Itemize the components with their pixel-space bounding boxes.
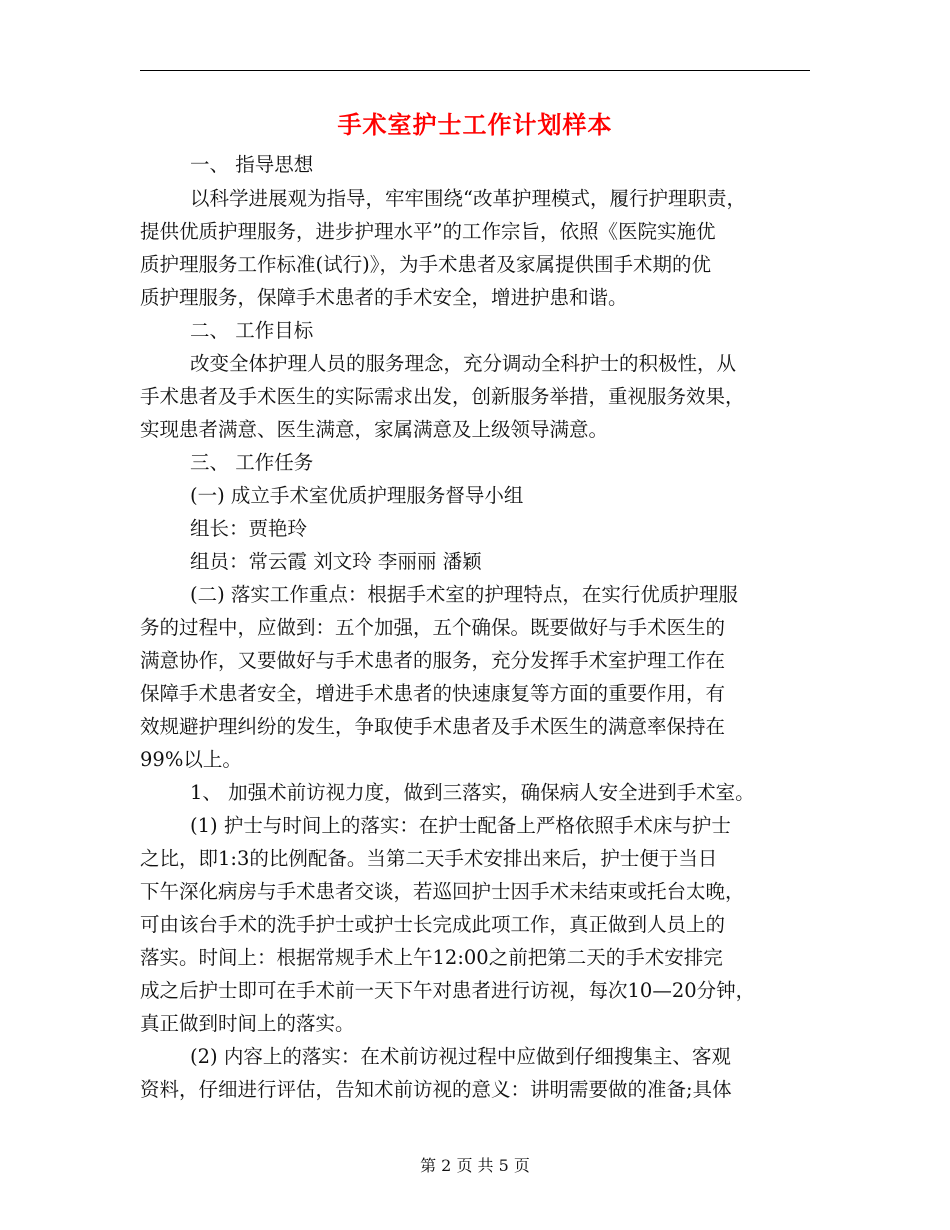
paragraph-line: (2) 内容上的落实：在术前访视过程中应做到仔细搜集主、客观 <box>190 1045 731 1068</box>
heading-guiding-ideology: 一、 指导思想 <box>190 153 314 176</box>
subheading-line: (一) 成立手术室优质护理服务督导小组 <box>190 484 524 507</box>
paragraph-line: 落实。时间上：根据常规手术上午12:00之前把第二天的手术安排完 <box>140 946 723 969</box>
paragraph-line: 提供优质护理服务，进步护理水平”的工作宗旨，依照《医院实施优 <box>140 220 716 243</box>
paragraph-line: 下午深化病房与手术患者交谈，若巡回护士因手术未结束或托台太晚， <box>140 880 745 903</box>
paragraph-line: 保障手术患者安全，增进手术患者的快速康复等方面的重要作用，有 <box>140 682 726 705</box>
paragraph-line: 之比，即1:3的比例配备。当第二天手术安排出来后，护士便于当日 <box>140 847 718 870</box>
numbered-item-line: 1、 加强术前访视力度，做到三落实，确保病人安全进到手术室。 <box>190 781 755 804</box>
paragraph-line: 改变全体护理人员的服务理念，充分调动全科护士的积极性，从 <box>190 352 737 375</box>
paragraph-line: (二) 落实工作重点：根据手术室的护理特点，在实行优质护理服 <box>190 583 738 606</box>
paragraph-line: 质护理服务，保障手术患者的手术安全，增进护患和谐。 <box>140 286 628 309</box>
paragraph-line: 99%以上。 <box>140 748 242 771</box>
paragraph-line: 真正做到时间上的落实。 <box>140 1012 355 1035</box>
paragraph-line: 可由该台手术的洗手护士或护士长完成此项工作，真正做到人员上的 <box>140 913 726 936</box>
paragraph-line: 实现患者满意、医生满意，家属满意及上级领导满意。 <box>140 418 609 441</box>
page-number-footer: 第 2 页 共 5 页 <box>420 1156 530 1175</box>
header-rule <box>140 70 810 71</box>
paragraph-line: (1) 护士与时间上的落实：在护士配备上严格依照手术床与护士 <box>190 814 731 837</box>
paragraph-line: 质护理服务工作标准(试行)》，为手术患者及家属提供围手术期的优 <box>140 253 711 276</box>
paragraph-line: 务的过程中，应做到：五个加强，五个确保。既要做好与手术医生的 <box>140 616 726 639</box>
team-leader-line: 组长：贾艳玲 <box>190 517 308 540</box>
paragraph-line: 以科学进展观为指导，牢牢围绕“改革护理模式，履行护理职责， <box>190 187 746 210</box>
paragraph-line: 效规避护理纠纷的发生，争取使手术患者及手术医生的满意率保持在 <box>140 715 726 738</box>
paragraph-line: 成之后护士即可在手术前一天下午对患者进行访视，每次10—20分钟， <box>140 979 756 1002</box>
document-title: 手术室护士工作计划样本 <box>337 111 613 139</box>
paragraph-line: 手术患者及手术医生的实际需求出发，创新服务举措，重视服务效果， <box>140 385 745 408</box>
heading-work-goals: 二、 工作目标 <box>190 319 314 342</box>
paragraph-line: 满意协作，又要做好与手术患者的服务，充分发挥手术室护理工作在 <box>140 649 726 672</box>
heading-work-tasks: 三、 工作任务 <box>190 451 314 474</box>
paragraph-line: 资料，仔细进行评估，告知术前访视的意义：讲明需要做的准备;具体 <box>140 1078 732 1101</box>
team-members-line: 组员：常云霞 刘文玲 李丽丽 潘颖 <box>190 550 482 573</box>
